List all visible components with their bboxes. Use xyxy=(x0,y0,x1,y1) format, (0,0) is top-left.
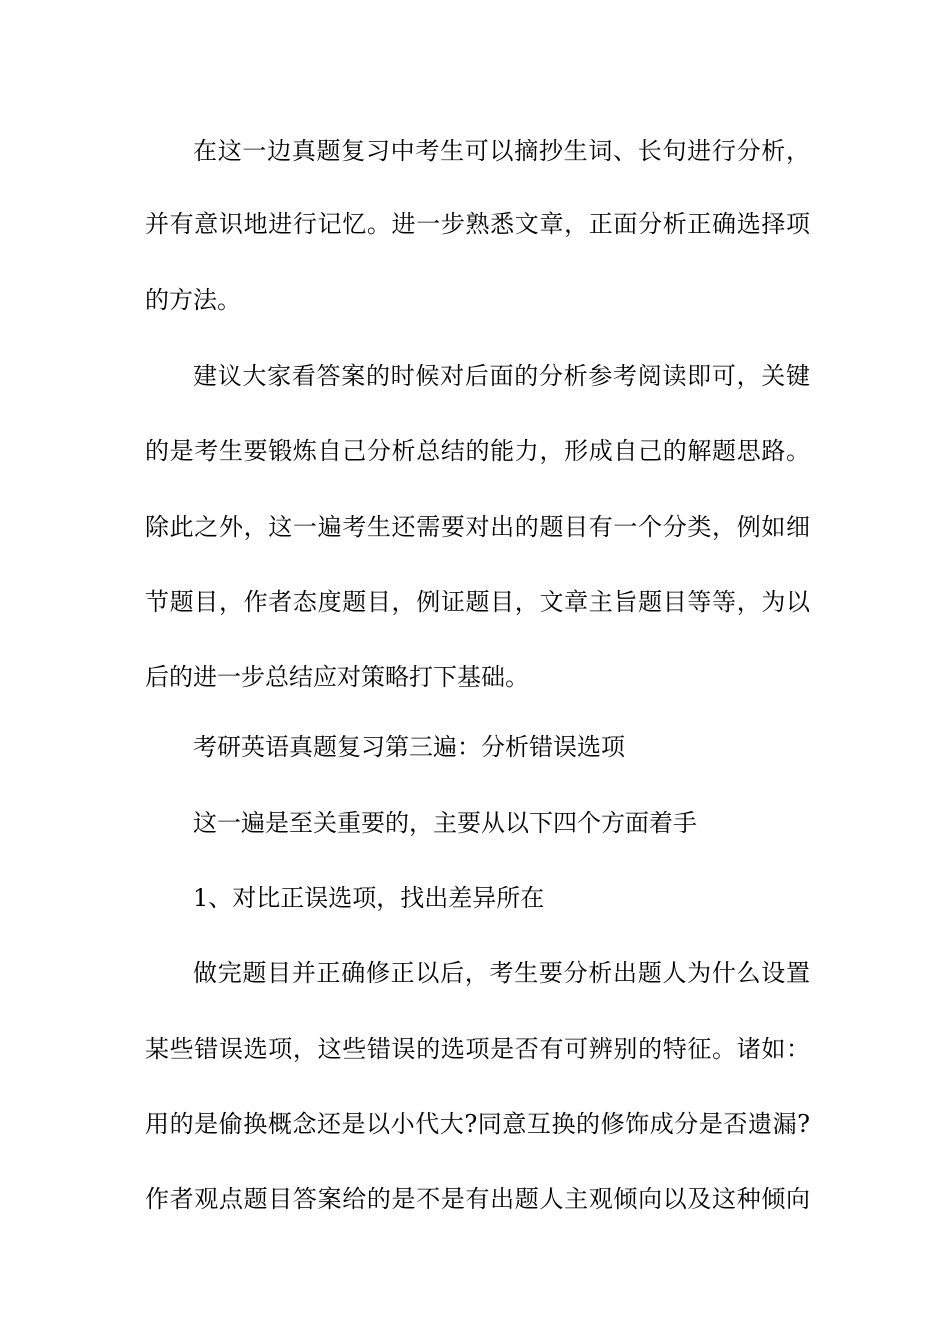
paragraph-2-line-4: 节题目，作者态度题目，例证题目，文章主旨题目等等，为以 xyxy=(145,588,810,616)
paragraph-3-line-4: 作者观点题目答案给的是不是有出题人主观倾向以及这种倾向 xyxy=(145,1185,810,1213)
paragraph-3-line-1: 做完题目并正确修正以后，考生要分析出题人为什么设置 xyxy=(193,959,810,987)
section-intro: 这一遍是至关重要的，主要从以下四个方面着手 xyxy=(193,809,697,837)
paragraph-2-line-5: 后的进一步总结应对策略打下基础。 xyxy=(145,663,529,691)
paragraph-2-line-2: 的是考生要锻炼自己分析总结的能力，形成自己的解题思路。 xyxy=(145,437,810,465)
section-heading: 考研英语真题复习第三遍：分析错误选项 xyxy=(193,733,625,761)
list-item-1: 1、对比正误选项，找出差异所在 xyxy=(193,884,545,912)
paragraph-2-line-1: 建议大家看答案的时候对后面的分析参考阅读即可，关键 xyxy=(193,362,810,390)
paragraph-1-line-1: 在这一边真题复习中考生可以摘抄生词、长句进行分析， xyxy=(193,137,810,165)
paragraph-3-line-2: 某些错误选项，这些错误的选项是否有可辨别的特征。诸如： xyxy=(145,1035,810,1063)
paragraph-1-line-2: 并有意识地进行记忆。进一步熟悉文章，正面分析正确选择项 xyxy=(145,210,810,238)
paragraph-1-line-3: 的方法。 xyxy=(145,286,241,314)
paragraph-3-line-3: 用的是偷换概念还是以小代大?同意互换的修饰成分是否遗漏? xyxy=(145,1110,810,1138)
paragraph-2-line-3: 除此之外，这一遍考生还需要对出的题目有一个分类，例如细 xyxy=(145,513,810,541)
